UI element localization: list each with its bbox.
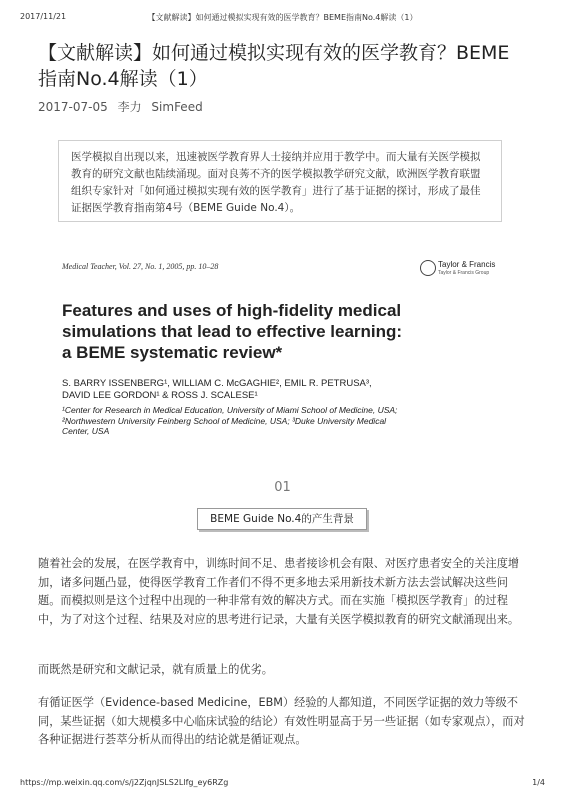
body-paragraph: 有循证医学（Evidence-based Medicine，EBM）经验的人都知道，不同医学证据的效力等级不同，某些证据（如大规模多中心临床试验的结论）有效性明显高于另一些证据（如专家观点），而对各种证据进行荟萃分析从而得出的结论就是循证观点。 [38, 696, 525, 746]
paper-affiliation-line: ²Northwestern University Feinberg School of Medicine, USA; ³Duke University Medical [62, 415, 387, 426]
paper-authors-line: S. BARRY ISSENBERG¹, WILLIAM C. McGAGHIE², EMIL R. PETRUSA³, [62, 378, 372, 389]
paper-title [62, 300, 502, 363]
paper-title-image [56, 254, 508, 450]
publisher-logo [420, 258, 502, 278]
body-paragraph: 而既然是研究和文献记录，就有质量上的优劣。 [38, 663, 273, 676]
page-number: 1/4 [532, 778, 545, 787]
paper-citation: Medical Teacher, Vol. 27, No. 1, 2005, pp. 10–28 [62, 262, 219, 271]
intro-quote: 医学模拟自出现以来，迅速被医学教育界人士接纳并应用于教学中。而大量有关医学模拟教育的研究文献也陆续涌现。面对良莠不齐的医学模拟教学研究文献，欧洲医学教育联盟组织专家针对「如何通过模拟实现有效的医学教育」进行了基于证据的探讨，形成了最佳证据医学教育指南第4号（BEME Guide No.4）。 [58, 140, 502, 222]
print-date: 2017/11/21 [20, 12, 67, 21]
paper-title-line: simulations that lead to effective learning: [62, 322, 403, 341]
section-title: BEME Guide No.4的产生背景 [197, 508, 367, 530]
paper-affiliation-line: ¹Center for Research in Medical Education, University of Miami School of Medicine, USA; [62, 405, 398, 415]
print-header [20, 12, 545, 24]
paper-title-line: a BEME systematic review* [62, 343, 283, 362]
section-number: 01 [274, 480, 291, 495]
publisher-name: Taylor & Francis [438, 260, 496, 269]
paper-affiliations [62, 405, 502, 437]
account-link[interactable]: SimFeed [151, 100, 203, 114]
article-meta [38, 98, 209, 115]
author-name: 李力 [117, 100, 142, 114]
page-url[interactable]: https://mp.weixin.qq.com/s/j2ZjqnJSLS2Llfg_ey6RZg [20, 778, 229, 787]
print-title: 【文献解读】如何通过模拟实现有效的医学教育？BEME指南No.4解读（1） [147, 13, 418, 22]
publish-date: 2017-07-05 [38, 100, 108, 114]
paper-authors-line: DAVID LEE GORDON¹ & ROSS J. SCALESE¹ [62, 390, 258, 401]
publisher-group: Taylor & Francis Group [438, 270, 490, 276]
publisher-emblem-icon [420, 260, 436, 276]
paper-affiliation-line: Center, USA [62, 426, 110, 436]
body-paragraph: 随着社会的发展，在医学教育中，训练时间不足、患者接诊机会有限、对医疗患者安全的关注度增加，诸多问题凸显，使得医学教育工作者们不得不更多地去采用新技术新方法去尝试解决这些问题。而模拟则是这个过程中出现的一种非常有效的解决方式。而在实施「模拟医学教育」的过程中，为了对这个过程、结果及对应的思考进行记录，大量有关医学模拟教育的研究文献涌现出来。 [38, 557, 520, 626]
print-footer [20, 778, 545, 790]
paper-authors [62, 378, 502, 402]
article-title: 【文献解读】如何通过模拟实现有效的医学教育？BEME指南No.4解读（1） [38, 42, 510, 90]
paper-title-line: Features and uses of high-fidelity medical [62, 301, 402, 320]
